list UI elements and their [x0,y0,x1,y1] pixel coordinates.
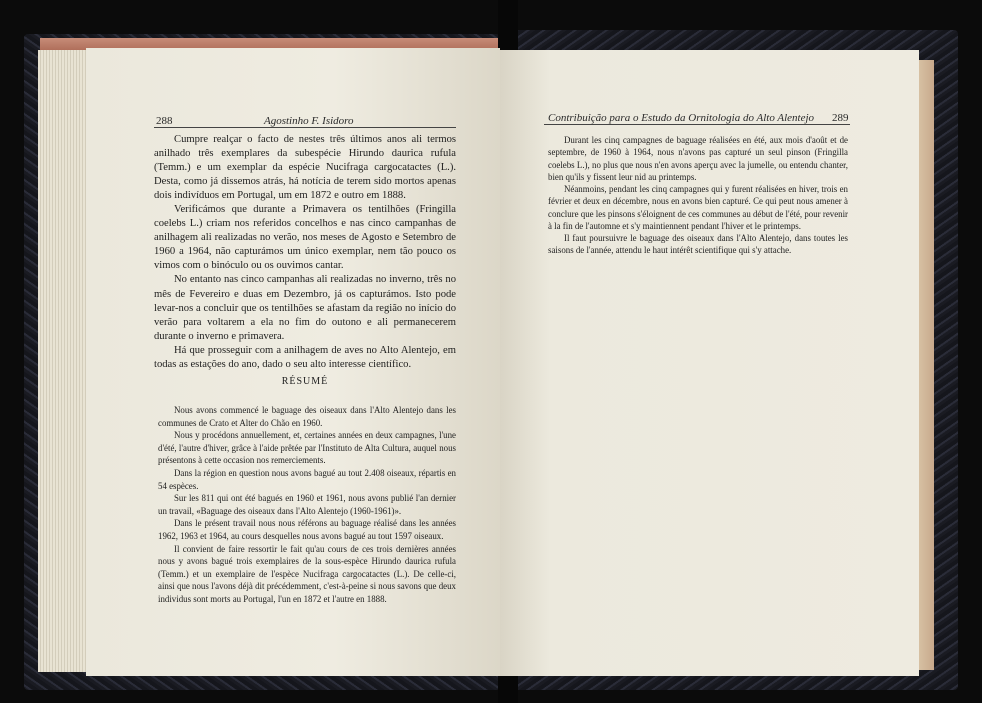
right-body-text [548,134,848,257]
paragraph: Il faut poursuivre le baguage des oiseaux dans l'Alto Alentejo, dans toutes les saisons de l'année, attendu le haut intérêt scientifique qui s'y attache. [548,233,848,256]
resume-heading: RÉSUMÉ [281,376,329,387]
resume-text [158,404,456,606]
right-header-rule [544,124,850,125]
left-body-text [154,133,456,372]
left-running-head: Agostinho F. Isidoro [264,115,354,127]
right-running-head: Contribuição para o Estudo da Ornitologia do Alto Alentejo [548,112,815,124]
left-header-rule [154,127,456,128]
paragraph: Dans le présent travail nous nous référons au baguage réalisé dans les années 1962, 1963 et 1964, au cours desquelles nous avons bagué au tout 1597 oiseaux. [158,518,456,541]
paragraph: Néanmoins, pendant les cinq campagnes qui y furent réalisées en hiver, trois en février et deux en décembre, nous en avons bien capturé. Ce qui peut nous amener à conclure que les pinsons s'éloignent de ces communes au début de l'été, pour revenir à la fin de l'automne et s'y maintiennent pendant l'hiver et le printemps. [548,184,848,231]
right-page-number: 289 [832,112,849,124]
paragraph: Sur les 811 qui ont été bagués en 1960 et 1961, nous avons publié l'an dernier un travail, «Baguage des oiseaux dans l'Alto Alentejo (1960-1961)». [158,493,456,516]
paragraph: Há que prosseguir com a anilhagem de aves no Alto Alentejo, em todas as estações do ano, dado o seu alto interesse científico. [154,344,456,370]
left-page-number: 288 [156,115,173,127]
page-stack [38,50,88,672]
page-edge-right [918,60,934,670]
paragraph: Cumpre realçar o facto de nestes três últimos anos ali termos anilhado três exemplares da subespécie Hirundo daurica rufula (Temm.) e um exemplar da espécie Nucifraga cargocatactes (L.). Desta, como já dissemos atrás, há notícia de terem sido mortos apenas dois indivíduos em Portugal, um em 1872 e outro em 1888. [154,134,456,202]
paragraph: Verificámos que durante a Primavera os tentilhões (Fringilla coelebs L.) criam nos referidos concelhos e nas cinco campanhas de anilhagem ali realizadas no verão, nos meses de Agosto e Setembro de 1960 a 1964, não capturámos um único exemplar, nem tão pouco os vimos com o binóculo ou os ouvimos cantar. [154,204,456,272]
paragraph: Nous y procédons annuellement, et, certaines années en deux campagnes, l'une d'été, l'autre d'hiver, grâce à l'aide prêtée par l'Instituto de Alta Cultura, auquel nous présentons à cette occasion nos remerciements. [158,430,456,466]
paragraph: Nous avons commencé le baguage des oiseaux dans l'Alto Alentejo dans les communes de Crato et Alter do Chão en 1960. [158,405,456,428]
paragraph: Dans la région en question nous avons bagué au tout 2.408 oiseaux, répartis en 54 espèces. [158,467,456,491]
paragraph: Durant les cinq campagnes de baguage réalisées en été, aux mois d'août et de septembre, de 1960 à 1964, nous n'avons pas capturé un seul pinson (Fringilla coelebs L.), no plus que nous n'en avons aperçu avec la jumelle, ou entendu chanter, bien qu'ils y fissent leur nid au printemps. [548,135,848,182]
paragraph: Il convient de faire ressortir le fait qu'au cours de ces trois dernières années nous y avons bagué trois exemplaires de la sous-espèce Hirundo daurica rufula (Temm.) et un exemplaire de l'espèce Nucifraga cargocatactes (L.). De celle-ci, ainsi que nous l'avons déjà dit précédemment, c'est-à-peine si nous savons que deux individus sont morts au Portugal, l'un en 1872 et l'autre en 1888. [158,543,456,604]
paragraph: No entanto nas cinco campanhas ali realizadas no inverno, três no mês de Fevereiro e duas em Dezembro, já os capturámos. Isto pode levar-nos a concluir que os tentilhões se afastam da região no início do verão para voltarem a ela no fim do outono e ali permanecerem durante o inverno e primavera. [154,274,456,342]
